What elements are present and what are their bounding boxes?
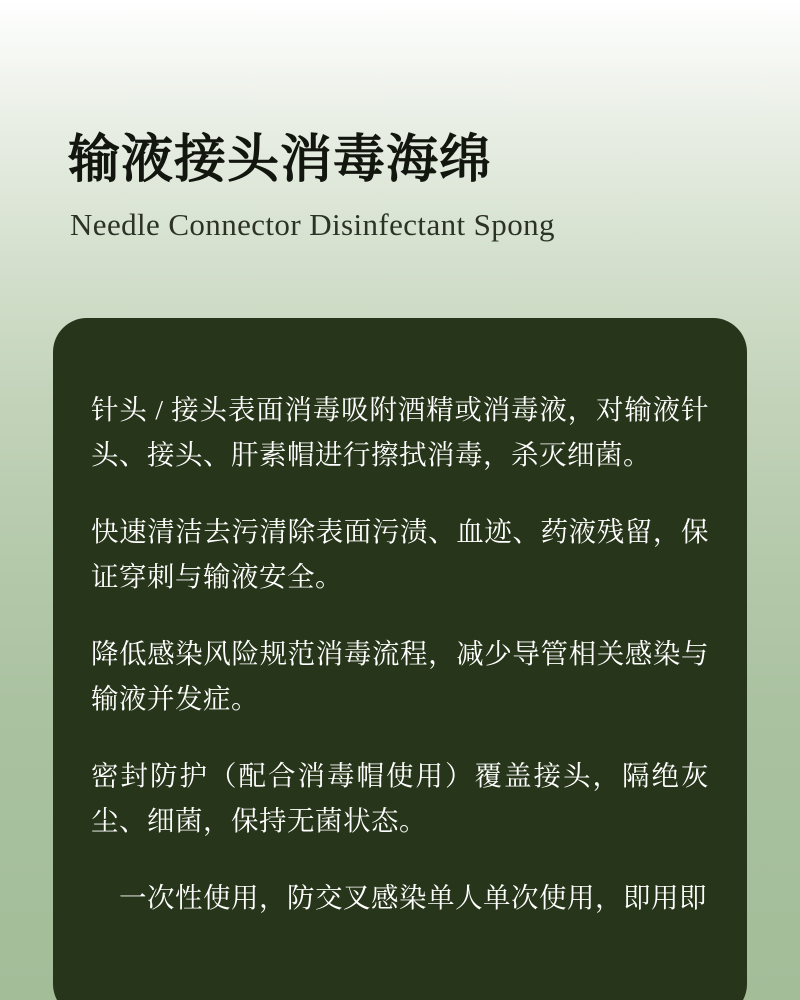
feature-item: 密封防护（配合消毒帽使用）覆盖接头，隔绝灰尘、细菌，保持无菌状态。 (91, 760, 709, 836)
feature-item: 针头 / 接头表面消毒吸附酒精或消毒液，对输液针头、接头、肝素帽进行擦拭消毒，杀灭细菌。 (91, 394, 709, 470)
page-title-english: Needle Connector Disinfectant Spong (70, 207, 555, 243)
page-title-chinese: 输液接头消毒海绵 (68, 132, 493, 189)
feature-item: 降低感染风险规范消毒流程，减少导管相关感染与输液并发症。 (91, 638, 709, 714)
feature-item: 快速清洁去污清除表面污渍、血迹、药液残留，保证穿刺与输液安全。 (91, 516, 709, 592)
page-header (68, 130, 768, 246)
feature-panel (53, 318, 747, 1000)
feature-item: 一次性使用，防交叉感染单人单次使用，即用即 (119, 882, 707, 914)
